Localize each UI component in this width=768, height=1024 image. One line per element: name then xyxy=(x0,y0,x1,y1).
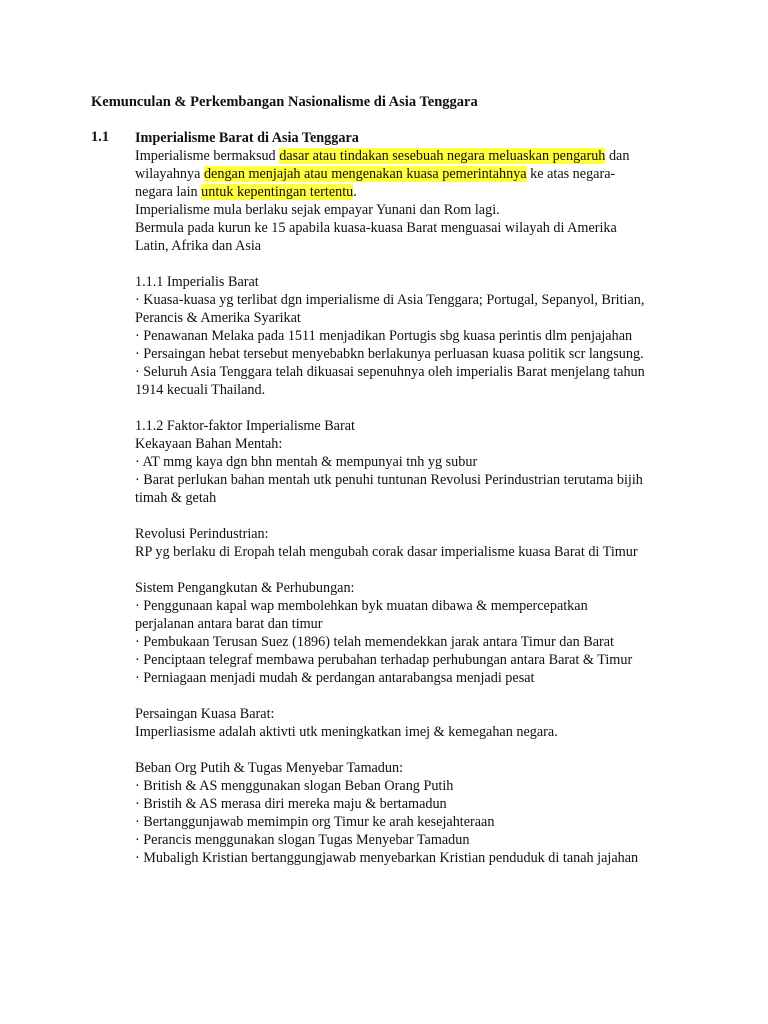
group-title: Beban Org Putih & Tugas Menyebar Tamadun: xyxy=(135,760,404,776)
spacer xyxy=(135,687,695,705)
definition-line-1 xyxy=(135,147,695,165)
section-body xyxy=(135,129,695,867)
intro-line: Imperialisme mula berlaku sejak empayar Yunani dan Rom lagi. xyxy=(135,202,500,218)
list-item: · Bristih & AS merasa diri mereka maju & bertamadun xyxy=(135,796,447,812)
list-item: · Seluruh Asia Tenggara telah dikuasai sepenuhnya oleh imperialis Barat menjelang tahun xyxy=(135,364,645,380)
spacer xyxy=(135,561,695,579)
list-item: · Kuasa-kuasa yg terlibat dgn imperialisme di Asia Tenggara; Portugal, Sepanyol, Britian, xyxy=(135,292,645,308)
subsection-heading-1-1-2: 1.1.2 Faktor-faktor Imperialisme Barat xyxy=(135,418,355,434)
list-item: 1914 kecuali Thailand. xyxy=(135,382,266,398)
list-item: · British & AS menggunakan slogan Beban Orang Putih xyxy=(135,778,454,794)
intro-line: Bermula pada kurun ke 15 apabila kuasa-kuasa Barat menguasai wilayah di Amerika xyxy=(135,220,617,236)
definition-line-3 xyxy=(135,183,695,201)
spacer xyxy=(135,507,695,525)
group-title: Revolusi Perindustrian: xyxy=(135,526,269,542)
list-item: · Pembukaan Terusan Suez (1896) telah memendekkan jarak antara Timur dan Barat xyxy=(135,634,614,650)
highlighted-text: dengan menjajah atau mengenakan kuasa pemerintahnya xyxy=(203,166,527,182)
section-number: 1.1 xyxy=(91,129,110,145)
group-title: Persaingan Kuasa Barat: xyxy=(135,706,275,722)
group-title: Sistem Pengangkutan & Perhubungan: xyxy=(135,580,355,596)
list-item: · AT mmg kaya dgn bhn mentah & mempunyai tnh yg subur xyxy=(135,454,478,470)
list-item: · Penawanan Melaka pada 1511 menjadikan Portugis sbg kuasa perintis dlm penjajahan xyxy=(135,328,633,344)
list-item: perjalanan antara barat dan timur xyxy=(135,616,323,632)
definition-text: wilayahnya xyxy=(135,166,204,182)
definition-text: ke atas negara- xyxy=(526,166,616,182)
list-item: · Persaingan hebat tersebut menyebabkn berlakunya perluasan kuasa politik scr langsung. xyxy=(135,346,644,362)
definition-text: Imperialisme bermaksud xyxy=(135,148,280,164)
list-item: · Perancis menggunakan slogan Tugas Menyebar Tamadun xyxy=(135,832,470,848)
list-item: RP yg berlaku di Eropah telah mengubah corak dasar imperialisme kuasa Barat di Timur xyxy=(135,544,638,560)
document-title: Kemunculan & Perkembangan Nasionalisme di Asia Tenggara xyxy=(91,94,478,110)
list-item: · Barat perlukan bahan mentah utk penuhi tuntunan Revolusi Perindustrian terutama bijih xyxy=(135,472,643,488)
list-item: Perancis & Amerika Syarikat xyxy=(135,310,301,326)
highlighted-text: dasar atau tindakan sesebuah negara meluaskan pengaruh xyxy=(279,148,606,164)
definition-line-2 xyxy=(135,165,695,183)
intro-line: Latin, Afrika dan Asia xyxy=(135,238,262,254)
group-title: Kekayaan Bahan Mentah: xyxy=(135,436,283,452)
list-item: · Bertanggunjawab memimpin org Timur ke arah kesejahteraan xyxy=(135,814,495,830)
list-item: · Perniagaan menjadi mudah & perdangan antarabangsa menjadi pesat xyxy=(135,670,535,686)
list-item: · Penciptaan telegraf membawa perubahan terhadap perhubungan antara Barat & Timur xyxy=(135,652,633,668)
list-item: · Penggunaan kapal wap membolehkan byk muatan dibawa & mempercepatkan xyxy=(135,598,588,614)
highlighted-text: untuk kepentingan tertentu xyxy=(201,184,354,200)
definition-text: negara lain xyxy=(135,184,202,200)
spacer xyxy=(135,399,695,417)
definition-text: . xyxy=(353,184,357,200)
subsection-heading-1-1-1: 1.1.1 Imperialis Barat xyxy=(135,274,259,290)
spacer xyxy=(135,255,695,273)
list-item: Imperliasisme adalah aktivti utk meningkatkan imej & kemegahan negara. xyxy=(135,724,558,740)
list-item: timah & getah xyxy=(135,490,217,506)
definition-text: dan xyxy=(605,148,630,164)
spacer xyxy=(135,741,695,759)
section-heading: Imperialisme Barat di Asia Tenggara xyxy=(135,130,359,146)
list-item: · Mubaligh Kristian bertanggungjawab menyebarkan Kristian penduduk di tanah jajahan xyxy=(135,850,639,866)
